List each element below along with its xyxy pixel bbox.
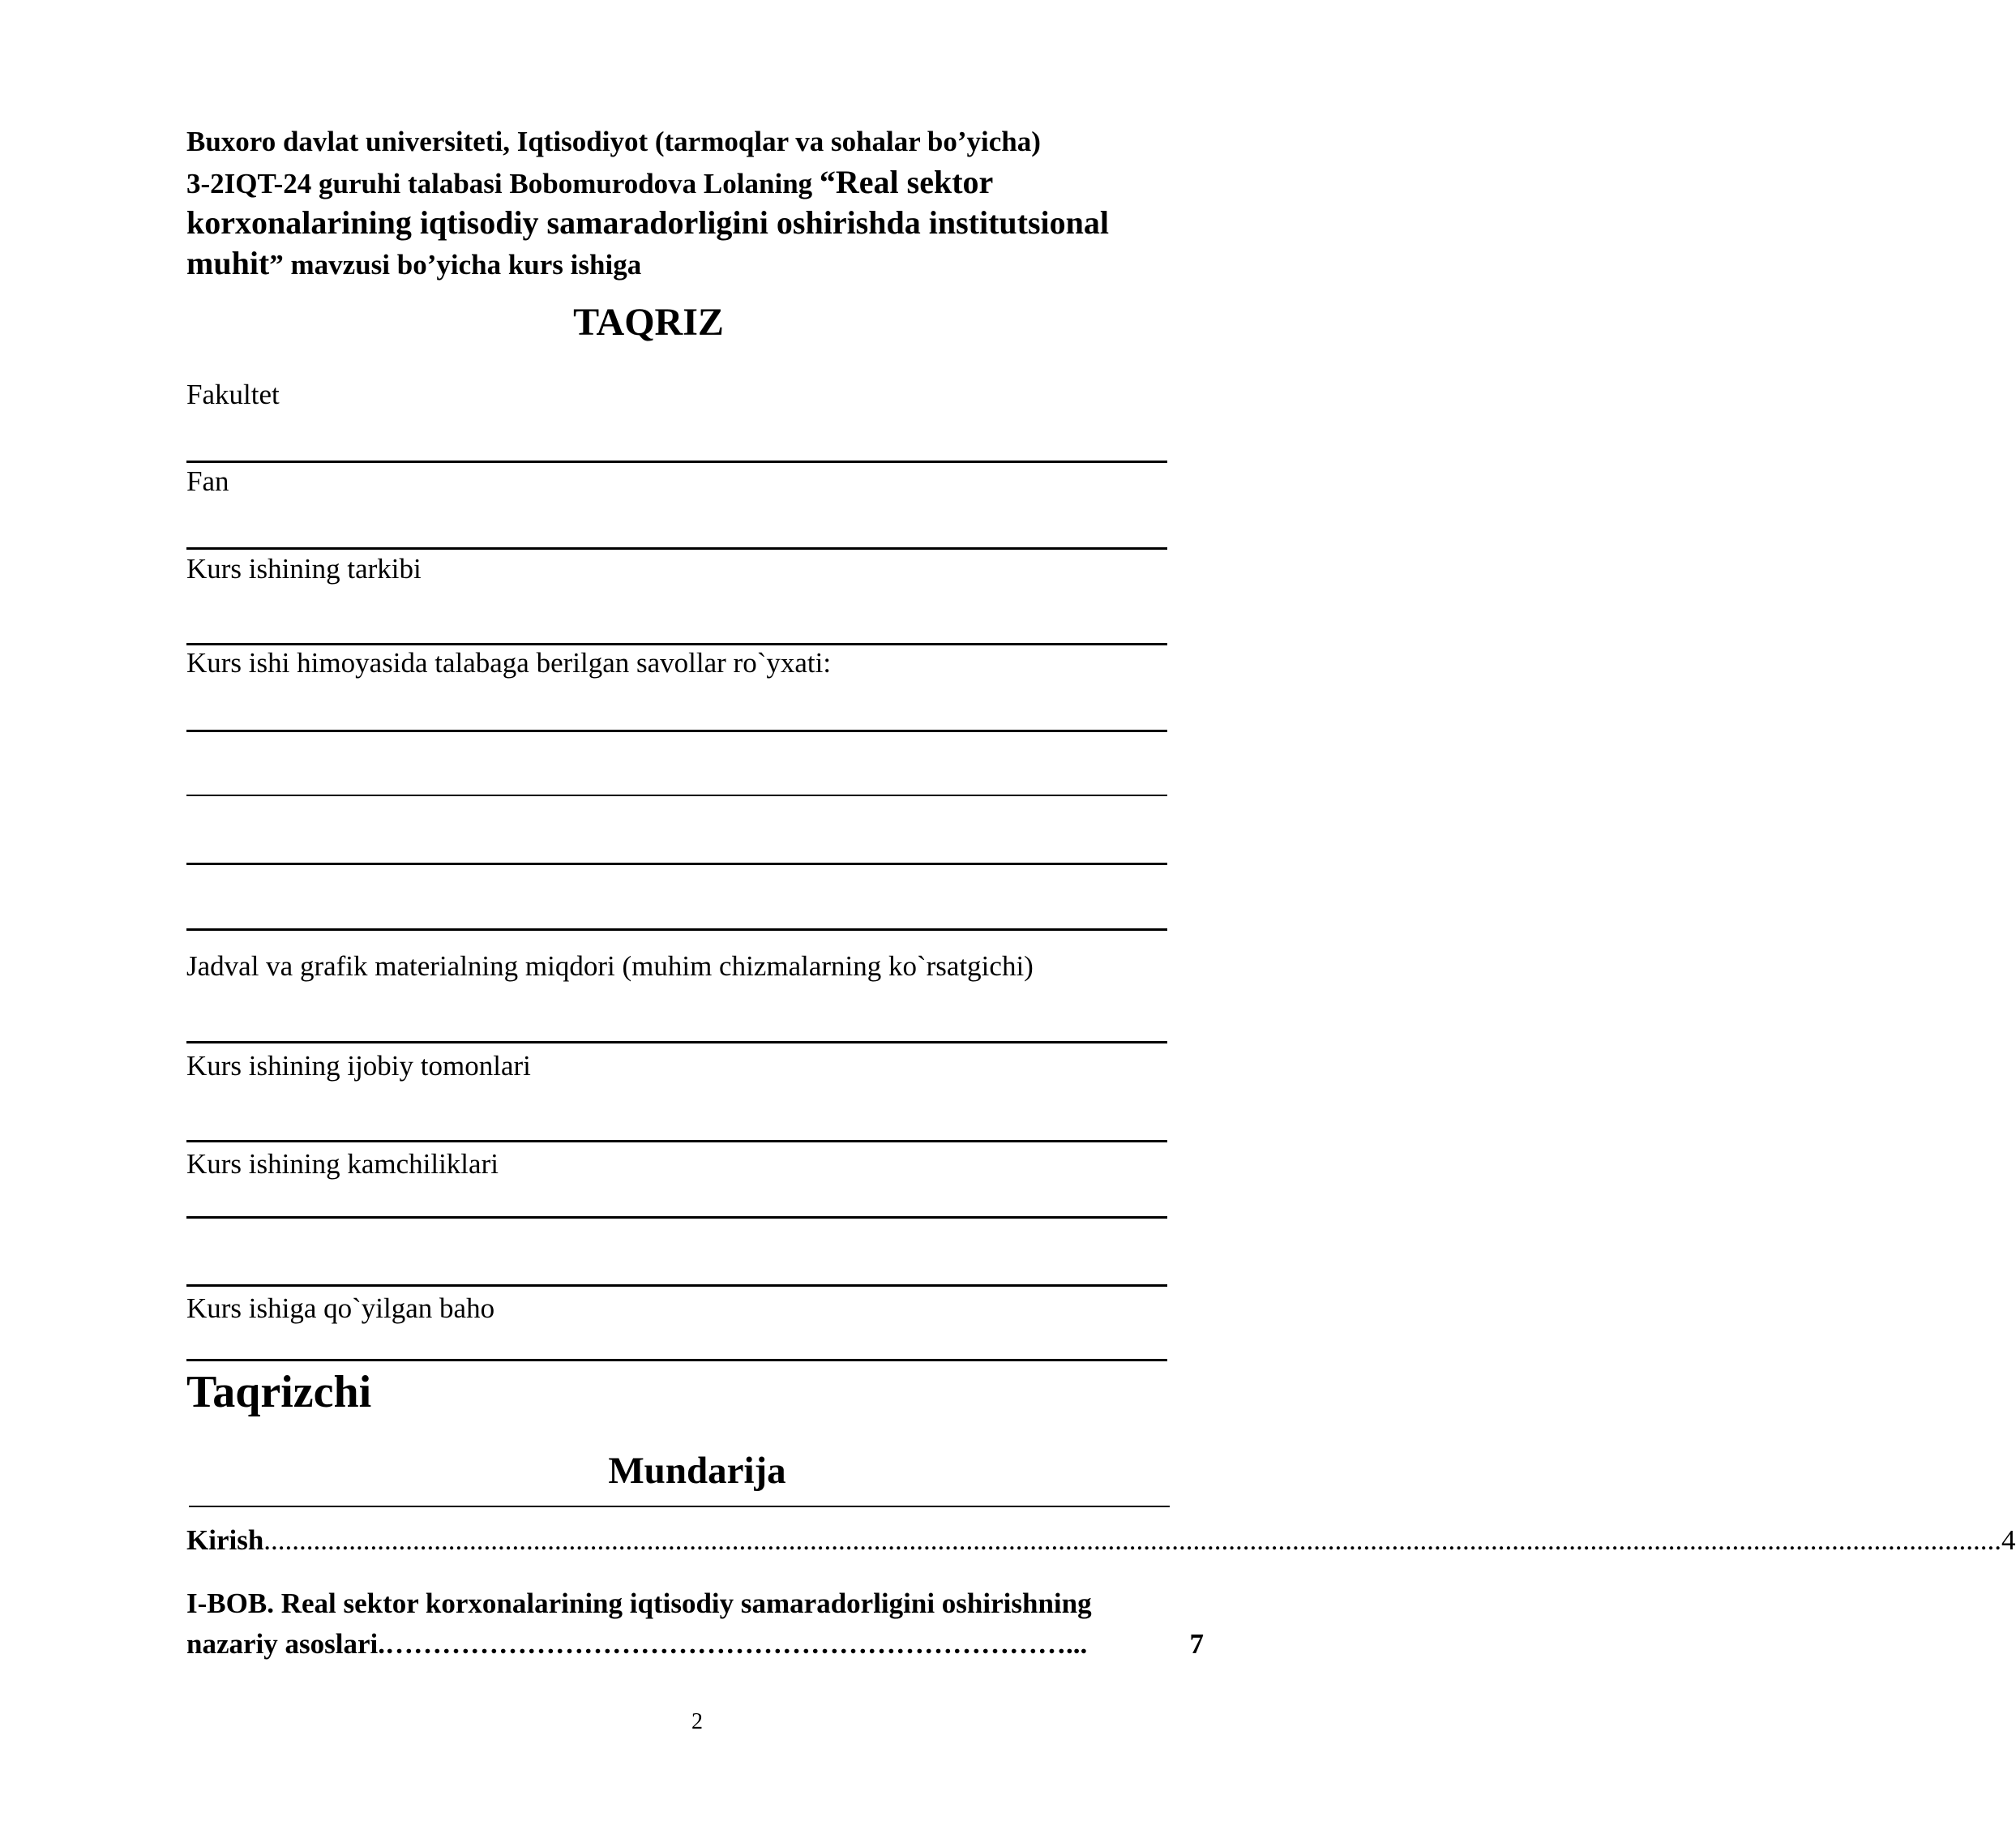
header-line-3: korxonalarining iqtisodiy samaradorligini oshirishda institutsional — [186, 204, 1110, 241]
field-tarkibi-label: Kurs ishining tarkibi — [186, 553, 422, 585]
field-tarkibi-line — [186, 643, 1167, 645]
field-kamchiliklar-line-1 — [186, 1216, 1167, 1219]
toc-page-number: 4 — [2001, 1524, 2016, 1556]
header-line-2-start: 3-2IQT-24 guruhi talabasi Bobomurodova Lolaning — [186, 168, 820, 199]
field-fakultet-line — [186, 461, 1167, 463]
page-title: TAQRIZ — [573, 301, 724, 344]
toc-dot-leader: ..................................................................................................................................................................................................................................................... — [263, 1524, 2002, 1556]
field-jadval-line — [186, 1041, 1167, 1043]
field-fan-label: Fan — [186, 465, 229, 497]
document-header — [186, 122, 1200, 284]
toc-entry-kirish-line — [186, 1520, 2016, 1561]
toc-entry-label: I-BOB. Real sektor korxonalarining iqtisodiy samaradorligini oshirishning — [186, 1588, 1092, 1619]
toc-page-number: 7 — [1189, 1628, 1204, 1660]
field-fakultet-label: Fakultet — [186, 379, 280, 410]
field-savollar-line-1 — [186, 730, 1167, 732]
contents-title: Mundarija — [608, 1450, 786, 1492]
field-kamchiliklar-label: Kurs ishining kamchiliklari — [186, 1148, 499, 1180]
header-line-1: Buxoro davlat universiteti, Iqtisodiyot (tarmoqlar va sohalar bo’yicha) — [186, 126, 1041, 157]
toc-dot-leader: ………………………………………………………………... — [384, 1628, 1088, 1660]
header-line-4-rest: ” mavzusi bo’yicha kurs ishiga — [269, 249, 642, 281]
field-savollar-label: Kurs ishi himoyasida talabaga berilgan savollar ro`yxati: — [186, 647, 832, 679]
header-line-2-quote: “Real sektor — [819, 164, 994, 200]
field-baho-label: Kurs ishiga qo`yilgan baho — [186, 1292, 495, 1324]
toc-entry-kirish — [186, 1520, 2016, 1561]
field-baho-line — [186, 1359, 1167, 1361]
field-savollar-line-3 — [186, 863, 1167, 865]
field-ijobiy-label: Kurs ishining ijobiy tomonlari — [186, 1050, 531, 1082]
toc-entry-chapter-1 — [186, 1583, 1204, 1665]
reviewer-heading: Taqrizchi — [186, 1367, 372, 1417]
toc-entry-chapter-1-line-2 — [186, 1624, 1204, 1665]
contents-rule — [189, 1506, 1170, 1507]
page-number: 2 — [691, 1709, 703, 1734]
toc-entry-label-continued: nazariy asoslari. — [186, 1628, 385, 1660]
header-line-4-topic-end: muhit — [186, 245, 270, 281]
field-savollar-line-4 — [186, 928, 1167, 931]
toc-entry-label: Kirish — [186, 1524, 264, 1556]
field-savollar-line-2 — [186, 795, 1167, 796]
header-line-4 — [186, 243, 1200, 284]
toc-entry-chapter-1-line-1 — [186, 1583, 1204, 1624]
field-fan-line — [186, 547, 1167, 550]
field-kamchiliklar-line-2 — [186, 1284, 1167, 1287]
field-jadval-label: Jadval va grafik materialning miqdori (muhim chizmalarning ko`rsatgichi) — [186, 950, 1034, 982]
field-ijobiy-line — [186, 1140, 1167, 1142]
header-line-2 — [186, 162, 1200, 203]
